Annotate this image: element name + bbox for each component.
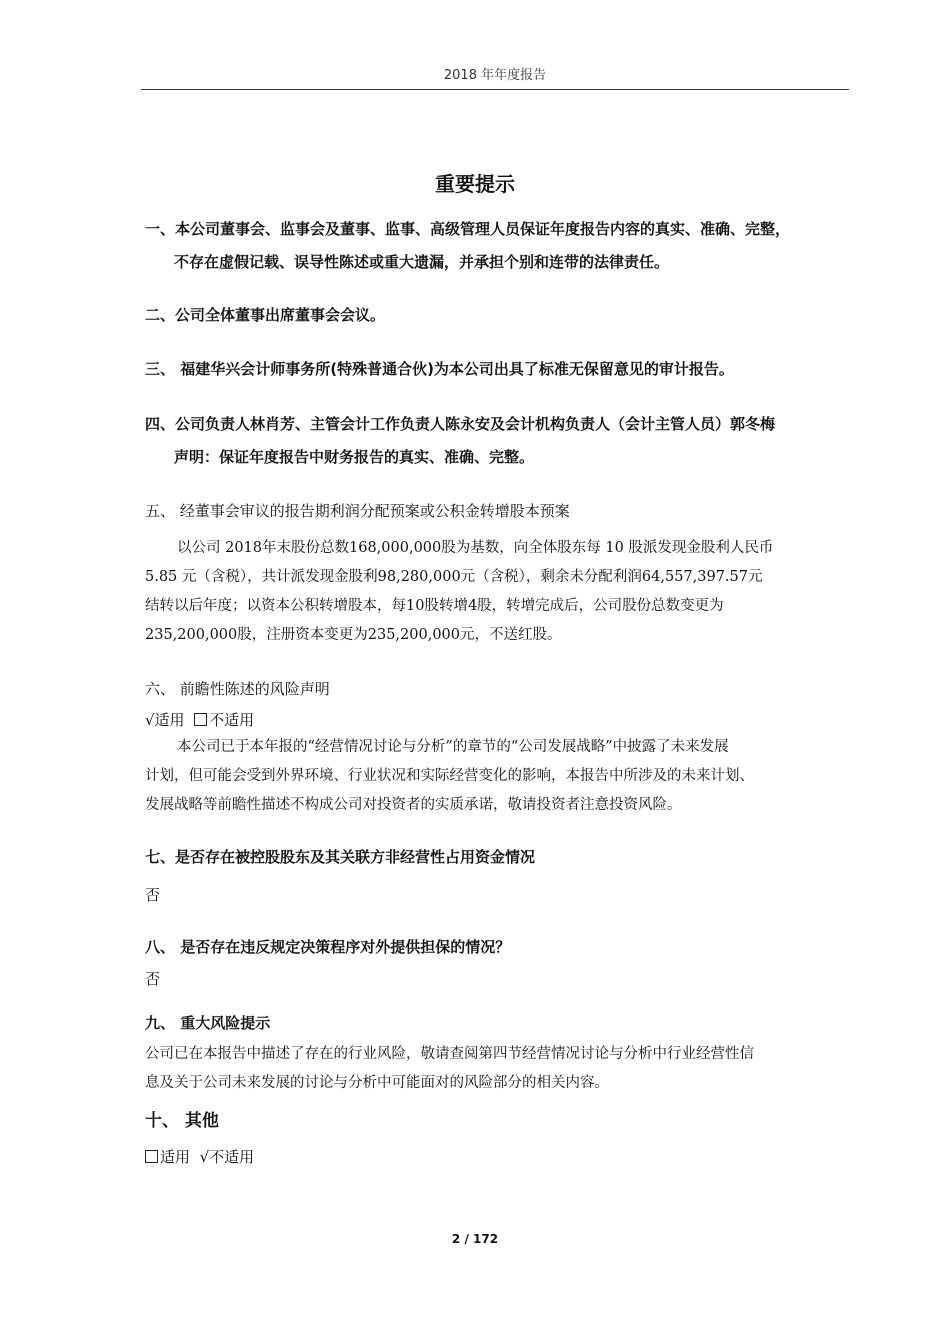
section-6-options — [145, 711, 853, 729]
section-6-body — [145, 733, 853, 820]
section-5-line-2: 5.85 元（含税），共计派发现金股利98,280,000元（含税），剩余未分配利润64,557,397.57元 — [145, 569, 763, 585]
section-4-line-2: 声明：保证年度报告中财务报告的真实、准确、完整。 — [174, 448, 535, 466]
section-9-line-1: 公司已在本报告中描述了存在的行业风险，敬请查阅第四节经营情况讨论与分析中行业经营性信 — [145, 1046, 754, 1062]
section-1-line-2: 不存在虚假记载、误导性陈述或重大遗漏，并承担个别和连带的法律责任。 — [174, 253, 670, 271]
header-divider — [141, 89, 849, 90]
section-9-heading: 九、 重大风险提示 — [145, 1014, 271, 1032]
checkbox-icon — [194, 713, 207, 726]
section-1 — [145, 220, 853, 271]
section-4-line-1: 四、公司负责人林肖芳、主管会计工作负责人陈永安及会计机构负责人（会计主管人员）郭冬梅 — [145, 415, 776, 433]
checkbox-icon — [145, 1150, 158, 1163]
section-5-heading: 五、 经董事会审议的报告期利润分配预案或公积金转增股本预案 — [145, 502, 570, 520]
section-7-heading: 七、是否存在被控股股东及其关联方非经营性占用资金情况 — [145, 848, 536, 866]
section-9-line-2: 息及关于公司未来发展的讨论与分析中可能面对的风险部分的相关内容。 — [145, 1075, 609, 1091]
section-3: 三、 福建华兴会计师事务所(特殊普通合伙)为本公司出具了标准无保留意见的审计报告。 — [145, 360, 734, 378]
section-6-check-applicable: √适用 — [145, 711, 185, 729]
section-10-options — [145, 1148, 853, 1166]
section-5-line-1: 以公司 2018年末股份总数168,000,000股为基数，向全体股东每 10 股派发现金股利人民币 — [177, 540, 774, 556]
page-title: 重要提示 — [435, 172, 515, 196]
section-6-heading: 六、 前瞻性陈述的风险声明 — [145, 680, 330, 698]
section-9-body — [145, 1040, 853, 1098]
running-header: 2018 年年度报告 — [443, 68, 547, 83]
section-4 — [145, 415, 853, 466]
section-10-applicable: 适用 — [160, 1148, 191, 1166]
section-6-not-applicable: 不适用 — [209, 711, 255, 729]
section-10-check-not-applicable: √不适用 — [199, 1148, 255, 1166]
section-5-body — [145, 534, 853, 650]
section-5-line-4: 235,200,000股，注册资本变更为235,200,000元，不送红股。 — [145, 627, 562, 643]
section-6-line-1: 本公司已于本年报的“经营情况讨论与分析”的章节的“公司发展战略”中披露了未来发展 — [177, 739, 729, 755]
section-6-line-2: 计划，但可能会受到外界环境、行业状况和实际经营变化的影响，本报告中所涉及的未来计划、 — [145, 768, 754, 784]
section-1-line-1: 一、本公司董事会、监事会及董事、监事、高级管理人员保证年度报告内容的真实、准确、完整， — [145, 220, 791, 238]
section-5-line-3: 结转以后年度；以资本公积转增股本，每10股转增4股，转增完成后，公司股份总数变更为 — [145, 598, 724, 614]
section-8-answer: 否 — [145, 970, 161, 988]
section-10-heading: 十、 其他 — [145, 1111, 219, 1131]
section-8-heading: 八、 是否存在违反规定决策程序对外提供担保的情况？ — [145, 938, 511, 956]
page-number: 2 / 172 — [451, 1232, 499, 1246]
section-6-line-3: 发展战略等前瞻性描述不构成公司对投资者的实质承诺，敬请投资者注意投资风险。 — [145, 797, 682, 813]
section-7-answer: 否 — [145, 886, 161, 904]
section-2: 二、公司全体董事出席董事会会议。 — [145, 306, 386, 324]
